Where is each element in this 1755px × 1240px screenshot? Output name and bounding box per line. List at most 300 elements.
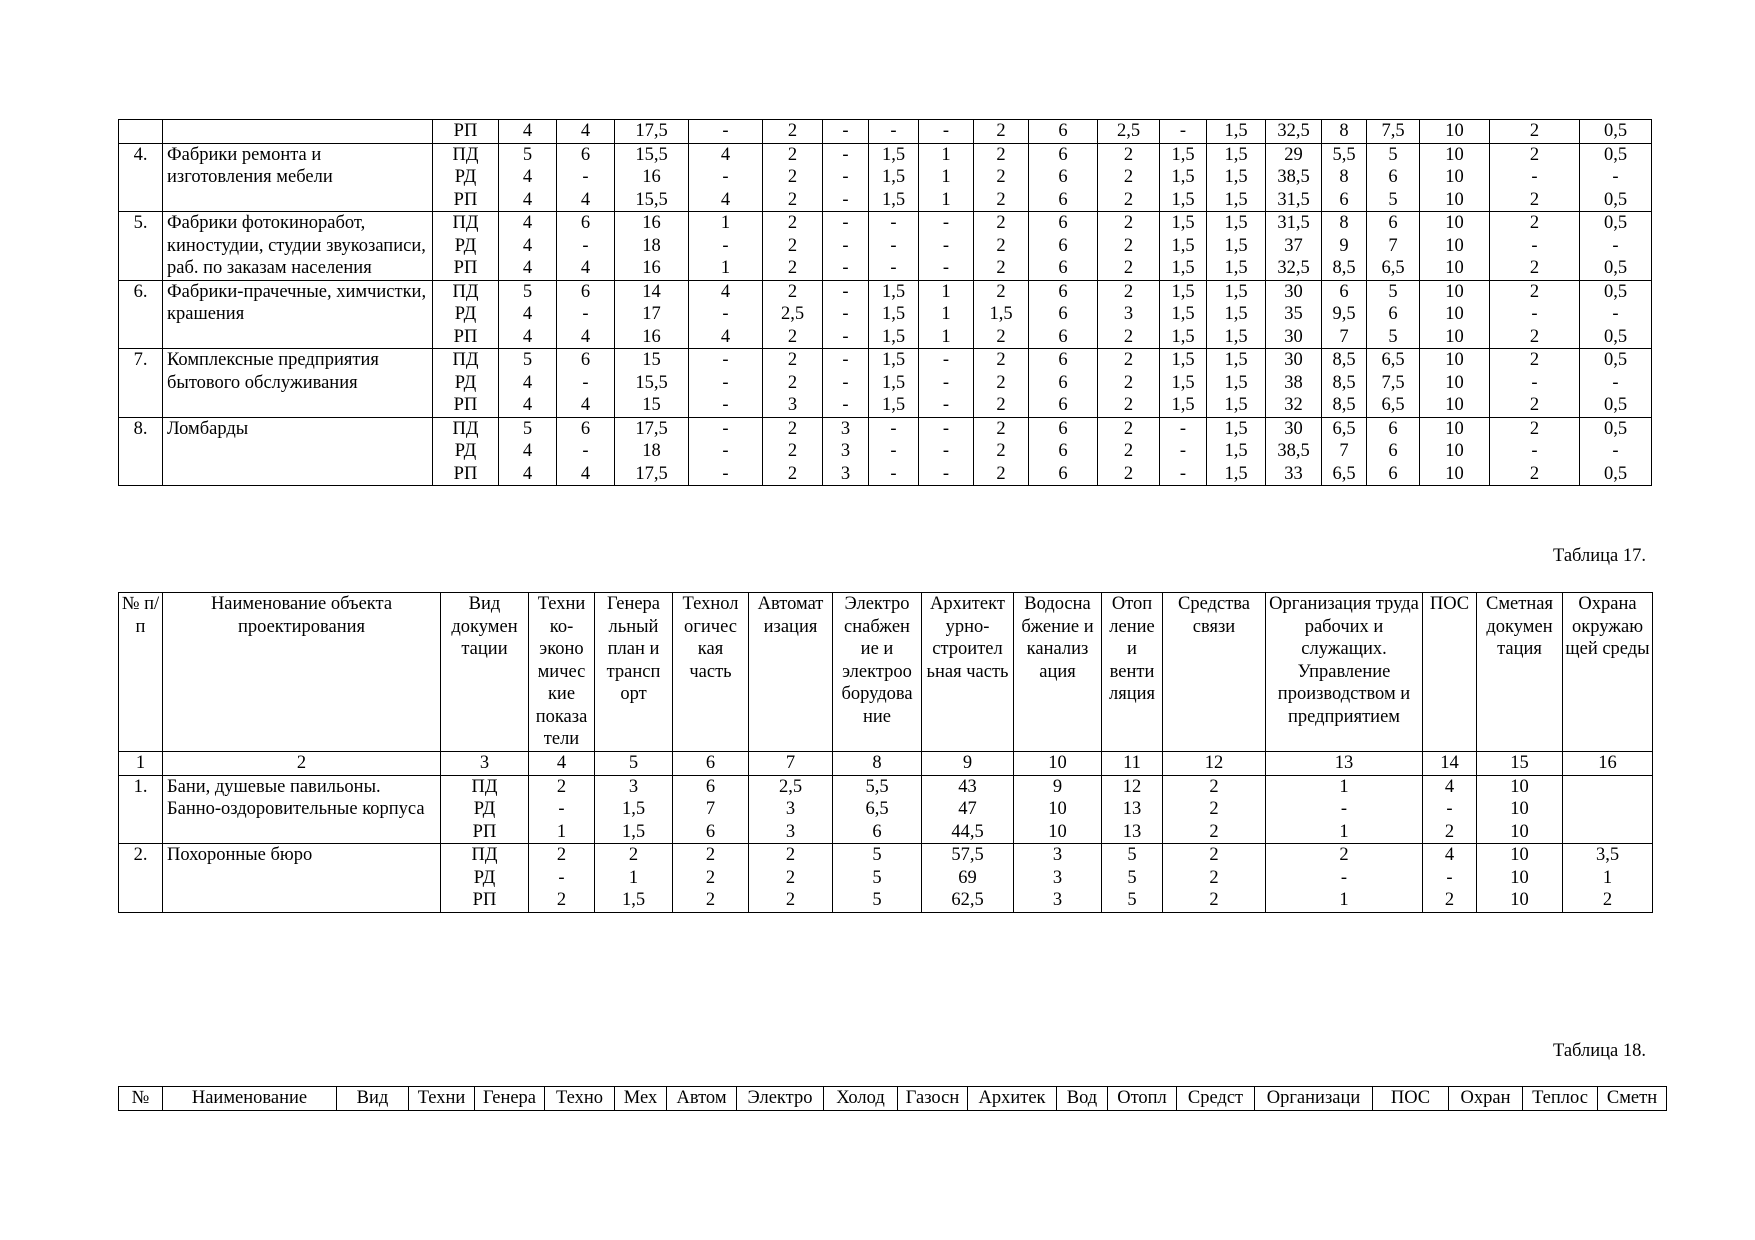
cell-value: - xyxy=(842,395,849,415)
cell-value xyxy=(1565,798,1650,821)
cell-value: 2 xyxy=(1209,867,1219,888)
data-cell xyxy=(1420,280,1490,349)
cell-value: 5 xyxy=(522,350,533,370)
data-cell xyxy=(433,417,499,486)
data-cell xyxy=(1420,120,1490,144)
column-number: 15 xyxy=(1477,752,1563,776)
cell-value: - xyxy=(942,418,950,439)
cell-value: 2 xyxy=(1123,350,1134,370)
column-number: 3 xyxy=(441,752,529,776)
cell-value: РП xyxy=(453,189,478,210)
data-cell xyxy=(595,844,673,913)
cell-value: 2 xyxy=(787,144,798,165)
data-cell xyxy=(433,212,499,281)
cell-value: - xyxy=(842,326,849,347)
cell-value: - xyxy=(942,395,950,415)
data-cell xyxy=(1266,844,1423,913)
cell-value: 10 xyxy=(1445,281,1464,302)
data-cell xyxy=(833,775,922,844)
cell-value: 10 xyxy=(1510,845,1529,865)
cell-value: 15,5 xyxy=(635,372,668,393)
cell-value: - xyxy=(890,258,897,278)
cell-value: 7 xyxy=(1339,326,1349,347)
cell-value: 3 xyxy=(1052,867,1063,888)
cell-value: 1,5 xyxy=(1224,350,1248,370)
cell-value: - xyxy=(890,121,897,141)
cell-value: 18 xyxy=(642,235,661,256)
table-row xyxy=(119,280,1652,349)
data-cell xyxy=(1490,212,1580,281)
cell-value: 29 xyxy=(1284,144,1303,165)
column-header: Технол огичес кая часть xyxy=(673,593,749,752)
cell-value: 2 xyxy=(787,350,798,370)
column-header: № xyxy=(119,1087,163,1111)
column-number: 5 xyxy=(595,752,673,776)
cell-value: 6 xyxy=(1339,189,1349,210)
cell-value: 2 xyxy=(1209,890,1219,910)
cell-value: 1 xyxy=(941,189,951,210)
column-header: Вид докумен тации xyxy=(441,593,529,752)
cell-value: 1 xyxy=(941,281,951,302)
data-cell xyxy=(1420,417,1490,486)
cell-value: 6 xyxy=(1339,281,1349,302)
data-cell xyxy=(689,349,763,418)
cell-value: - xyxy=(1179,418,1187,439)
cell-value: - xyxy=(842,235,849,256)
cell-value: 2 xyxy=(556,890,567,910)
column-header: Техни xyxy=(409,1087,475,1111)
cell-value: 1,5 xyxy=(1171,189,1195,210)
cell-value: 4 xyxy=(1444,776,1455,797)
column-header: Средст xyxy=(1177,1087,1255,1111)
data-cell xyxy=(1580,280,1652,349)
data-cell xyxy=(557,280,615,349)
cell-value: 1,5 xyxy=(1224,258,1248,278)
cell-value: 1 xyxy=(1602,867,1613,888)
cell-value: 10 xyxy=(1445,463,1464,484)
cell-value: - xyxy=(890,418,897,439)
column-header: Охрана окружаю щей среды xyxy=(1563,593,1653,752)
row-number xyxy=(119,120,163,144)
cell-value: 10 xyxy=(1445,258,1464,278)
cell-value: 6 xyxy=(1058,326,1068,347)
cell-value: 5 xyxy=(872,845,882,865)
data-cell xyxy=(749,775,833,844)
cell-value: 1,5 xyxy=(1171,144,1195,165)
cell-value: 1,5 xyxy=(881,167,906,187)
cell-value: 6 xyxy=(1388,213,1398,233)
data-cell xyxy=(974,417,1029,486)
cell-value: 14 xyxy=(642,281,661,302)
cell-value: 4 xyxy=(580,463,591,484)
cell-value: - xyxy=(942,213,950,233)
cell-value: 1,5 xyxy=(1171,395,1195,415)
cell-value: 6 xyxy=(1388,304,1398,324)
cell-value: - xyxy=(942,258,950,278)
cell-value: РП xyxy=(453,463,478,484)
cell-value: 3 xyxy=(785,799,796,819)
table-row xyxy=(119,844,1653,913)
cell-value: 10 xyxy=(1510,867,1529,888)
cell-value: 1,5 xyxy=(1171,326,1195,347)
cell-value: 4 xyxy=(522,213,533,233)
cell-value: 10 xyxy=(1445,304,1464,324)
data-cell xyxy=(974,120,1029,144)
cell-value: 2 xyxy=(1123,395,1134,415)
column-number: 1 xyxy=(119,752,163,776)
cell-value: 2 xyxy=(787,418,798,439)
cell-value: 2 xyxy=(996,395,1006,415)
data-cell xyxy=(689,143,763,212)
data-cell xyxy=(974,349,1029,418)
cell-value: 6 xyxy=(1058,167,1068,187)
data-cell xyxy=(615,212,689,281)
cell-value: 5 xyxy=(522,418,533,439)
cell-value: 5 xyxy=(872,867,882,888)
cell-value: 0,5 xyxy=(1603,213,1628,233)
data-cell xyxy=(833,844,922,913)
cell-value: 4 xyxy=(580,395,591,415)
cell-value: - xyxy=(842,189,849,210)
column-number: 13 xyxy=(1266,752,1423,776)
cell-value: - xyxy=(722,441,729,461)
cell-value: 2 xyxy=(1529,326,1540,347)
cell-value: 2 xyxy=(996,326,1006,347)
data-cell xyxy=(1160,349,1207,418)
column-header: Мех xyxy=(615,1087,667,1111)
cell-value: РД xyxy=(454,372,477,393)
data-cell xyxy=(1477,844,1563,913)
cell-value: 17,5 xyxy=(635,121,668,141)
cell-value: 6 xyxy=(1058,304,1068,324)
column-header: Техно xyxy=(545,1087,615,1111)
cell-value: 6 xyxy=(1058,441,1068,461)
data-cell xyxy=(823,280,869,349)
data-cell xyxy=(499,143,557,212)
data-cell xyxy=(1580,143,1652,212)
cell-value: 2 xyxy=(705,845,716,865)
cell-value: 1,5 xyxy=(1171,372,1195,393)
column-header: Водосна бжение и канализ ация xyxy=(1014,593,1102,752)
cell-value: 2 xyxy=(1209,776,1219,797)
data-cell xyxy=(922,844,1014,913)
data-cell xyxy=(615,143,689,212)
cell-value: - xyxy=(722,372,729,393)
cell-value: 69 xyxy=(958,867,977,888)
cell-value: 1,5 xyxy=(621,821,646,842)
data-cell xyxy=(615,417,689,486)
cell-value: 2 xyxy=(1529,121,1540,141)
cell-value: - xyxy=(722,235,729,256)
cell-value: ПД xyxy=(471,776,498,797)
data-cell xyxy=(1098,417,1160,486)
cell-value: 7 xyxy=(705,799,716,819)
cell-value: 2,5 xyxy=(1116,121,1141,141)
data-cell xyxy=(615,280,689,349)
cell-value: 2 xyxy=(1529,213,1540,233)
cell-value: 4 xyxy=(720,189,731,210)
data-cell xyxy=(1207,280,1266,349)
cell-value: 10 xyxy=(1445,350,1464,370)
data-cell xyxy=(1207,143,1266,212)
column-header: ПОС xyxy=(1373,1087,1449,1111)
cell-value: 4 xyxy=(580,121,591,141)
data-cell xyxy=(1266,775,1423,844)
cell-value: 1,5 xyxy=(1224,326,1248,347)
cell-value: 2 xyxy=(787,441,798,461)
cell-value: 1 xyxy=(1339,890,1349,910)
data-cell xyxy=(922,775,1014,844)
column-header: Организаци xyxy=(1255,1087,1373,1111)
data-cell xyxy=(763,417,823,486)
data-cell xyxy=(1367,212,1420,281)
cell-value: 2 xyxy=(1529,189,1540,210)
cell-value: - xyxy=(842,121,849,141)
cell-value: 1 xyxy=(941,167,951,187)
row-name: Комплексные предприятия бытового обслуживания xyxy=(163,349,433,418)
cell-value: 6,5 xyxy=(1381,395,1405,415)
cell-value: 1,5 xyxy=(881,350,906,370)
cell-value: 2 xyxy=(996,441,1006,461)
data-cell xyxy=(673,844,749,913)
data-cell xyxy=(1490,280,1580,349)
data-cell xyxy=(1322,143,1367,212)
row-name: Похоронные бюро xyxy=(163,844,441,913)
cell-value: - xyxy=(942,441,950,461)
cell-value: 1,5 xyxy=(1224,304,1248,324)
cell-value: 44,5 xyxy=(951,821,984,842)
data-cell xyxy=(1266,417,1322,486)
cell-value: РП xyxy=(472,821,497,842)
cell-value: 15 xyxy=(642,395,661,415)
data-cell xyxy=(1367,280,1420,349)
cell-value: 3 xyxy=(787,395,798,415)
cell-value: 2 xyxy=(1602,890,1613,910)
data-cell xyxy=(499,417,557,486)
cell-value: 4 xyxy=(720,326,731,347)
cell-value: 6 xyxy=(705,821,716,842)
cell-value: 2 xyxy=(1123,463,1134,484)
cell-value: 2 xyxy=(1529,395,1540,415)
cell-value: 1,5 xyxy=(1171,258,1195,278)
cell-value: 1,5 xyxy=(1224,441,1248,461)
cell-value: 1 xyxy=(941,144,951,165)
cell-value: - xyxy=(842,213,849,233)
cell-value: 5 xyxy=(522,281,533,302)
table-18-header xyxy=(118,1086,1667,1111)
cell-value: 10 xyxy=(1048,799,1067,819)
cell-value: 2 xyxy=(996,418,1006,439)
cell-value: 1,5 xyxy=(881,326,906,347)
cell-value: 9,5 xyxy=(1332,304,1356,324)
data-cell xyxy=(919,120,974,144)
data-cell xyxy=(1207,349,1266,418)
cell-value: 10 xyxy=(1445,213,1464,233)
cell-value: 2 xyxy=(787,121,798,141)
cell-value: 1,5 xyxy=(1171,213,1195,233)
data-cell xyxy=(689,120,763,144)
header-row xyxy=(119,1087,1667,1111)
cell-value: 10 xyxy=(1445,121,1464,141)
cell-value: 4 xyxy=(720,144,731,165)
cell-value: ПД xyxy=(471,845,498,865)
cell-value: 2 xyxy=(1123,441,1134,461)
cell-value: 1 xyxy=(720,258,731,278)
cell-value: - xyxy=(1531,441,1538,461)
cell-value: 1,5 xyxy=(1224,281,1248,302)
cell-value: - xyxy=(582,372,589,393)
data-cell xyxy=(499,212,557,281)
cell-value: 2 xyxy=(1529,350,1540,370)
column-number: 11 xyxy=(1102,752,1163,776)
cell-value: 10 xyxy=(1445,167,1464,187)
row-number: 5. xyxy=(119,212,163,281)
data-cell xyxy=(1098,280,1160,349)
cell-value: 1 xyxy=(941,304,951,324)
data-cell xyxy=(1322,417,1367,486)
column-header: Автом xyxy=(667,1087,737,1111)
cell-value: 10 xyxy=(1445,144,1464,165)
cell-value: 9 xyxy=(1339,235,1349,256)
cell-value: 2 xyxy=(1123,281,1134,302)
row-number: 4. xyxy=(119,143,163,212)
row-name: Бани, душевые павильоны. Банно-оздоровительные корпуса xyxy=(163,775,441,844)
cell-value: 2 xyxy=(1529,144,1540,165)
cell-value: 2 xyxy=(787,281,798,302)
cell-value: 1 xyxy=(941,326,951,347)
cell-value: 1,5 xyxy=(1224,395,1248,415)
data-cell xyxy=(1490,349,1580,418)
cell-value: 2 xyxy=(996,213,1006,233)
cell-value: 33 xyxy=(1284,463,1303,484)
cell-value: - xyxy=(1531,167,1538,187)
data-cell xyxy=(823,349,869,418)
cell-value: 7,5 xyxy=(1381,372,1405,393)
cell-value: 6 xyxy=(580,418,591,439)
cell-value: 1 xyxy=(720,213,731,233)
cell-value: 1,5 xyxy=(1224,167,1248,187)
cell-value: 1,5 xyxy=(1224,144,1248,165)
cell-value: 1 xyxy=(556,821,567,842)
cell-value: 12 xyxy=(1122,776,1142,797)
cell-value: РП xyxy=(453,121,478,141)
cell-value: - xyxy=(890,213,897,233)
column-number: 12 xyxy=(1163,752,1266,776)
cell-value: 6 xyxy=(1388,418,1398,439)
cell-value: 0,5 xyxy=(1603,395,1628,415)
cell-value: 17 xyxy=(642,304,661,324)
cell-value: 1,5 xyxy=(1171,350,1195,370)
cell-value: 2 xyxy=(1339,845,1349,865)
cell-value: 10 xyxy=(1510,890,1529,910)
cell-value: 5 xyxy=(1127,867,1137,888)
cell-value: 7 xyxy=(1388,235,1398,256)
cell-value: 43 xyxy=(958,776,977,797)
cell-value: 0,5 xyxy=(1603,350,1628,370)
data-cell xyxy=(1563,844,1653,913)
column-header: Электро xyxy=(737,1087,824,1111)
cell-value: 3 xyxy=(628,776,639,797)
cell-value: 0,5 xyxy=(1603,418,1628,439)
cell-value: 4 xyxy=(522,372,533,393)
cell-value: - xyxy=(1340,799,1348,819)
cell-value: 4 xyxy=(720,281,731,302)
data-cell xyxy=(919,212,974,281)
data-cell xyxy=(1102,844,1163,913)
cell-value: 2 xyxy=(1123,167,1134,187)
cell-value: РП xyxy=(453,326,478,347)
cell-value: 2 xyxy=(1123,235,1134,256)
cell-value: - xyxy=(582,304,589,324)
cell-value: 8,5 xyxy=(1332,350,1356,370)
data-cell xyxy=(529,775,595,844)
cell-value: 30 xyxy=(1284,281,1303,302)
cell-value: 2 xyxy=(1209,845,1219,865)
cell-value: - xyxy=(1179,441,1187,461)
data-cell xyxy=(763,280,823,349)
data-cell xyxy=(974,212,1029,281)
cell-value: 0,5 xyxy=(1603,121,1628,141)
cell-value: 8,5 xyxy=(1332,372,1356,393)
data-cell xyxy=(919,417,974,486)
cell-value: 10 xyxy=(1445,372,1464,393)
data-cell xyxy=(763,349,823,418)
cell-value: 1,5 xyxy=(1224,189,1248,210)
cell-value: 6 xyxy=(1058,213,1068,233)
column-number: 8 xyxy=(833,752,922,776)
data-cell xyxy=(974,143,1029,212)
cell-value: 2 xyxy=(785,867,796,888)
cell-value: 16 xyxy=(642,213,661,233)
cell-value: 30 xyxy=(1284,326,1303,347)
cell-value: - xyxy=(942,121,950,141)
data-cell xyxy=(1490,143,1580,212)
cell-value: 10 xyxy=(1510,776,1529,797)
data-cell xyxy=(919,349,974,418)
data-cell xyxy=(557,417,615,486)
data-cell xyxy=(1580,349,1652,418)
cell-value: 6,5 xyxy=(865,799,889,819)
data-cell xyxy=(763,120,823,144)
column-header: Архитек xyxy=(968,1087,1057,1111)
cell-value: 0,5 xyxy=(1603,326,1628,347)
cell-value: 1,5 xyxy=(881,372,906,393)
cell-value: 6 xyxy=(1058,372,1068,393)
header-row xyxy=(119,593,1653,752)
data-cell xyxy=(919,280,974,349)
cell-value: 5,5 xyxy=(865,776,889,797)
table-16-continuation xyxy=(118,119,1652,486)
cell-value: - xyxy=(722,463,729,484)
column-header: Вод xyxy=(1057,1087,1108,1111)
cell-value: 6 xyxy=(1058,418,1068,439)
cell-value: - xyxy=(842,372,849,393)
cell-value: 2 xyxy=(996,167,1006,187)
cell-value: РД xyxy=(454,441,477,461)
cell-value: - xyxy=(942,235,950,256)
cell-value: 1,5 xyxy=(1224,463,1248,484)
data-cell xyxy=(1029,349,1098,418)
cell-value: - xyxy=(942,350,950,370)
table-row xyxy=(119,775,1653,844)
cell-value: 6,5 xyxy=(1332,463,1356,484)
cell-value: 4 xyxy=(580,326,591,347)
cell-value: 2 xyxy=(1123,258,1134,278)
cell-value: 6 xyxy=(580,281,591,302)
cell-value: 1,5 xyxy=(1224,418,1248,439)
cell-value: 2 xyxy=(1123,372,1134,393)
data-cell xyxy=(499,120,557,144)
